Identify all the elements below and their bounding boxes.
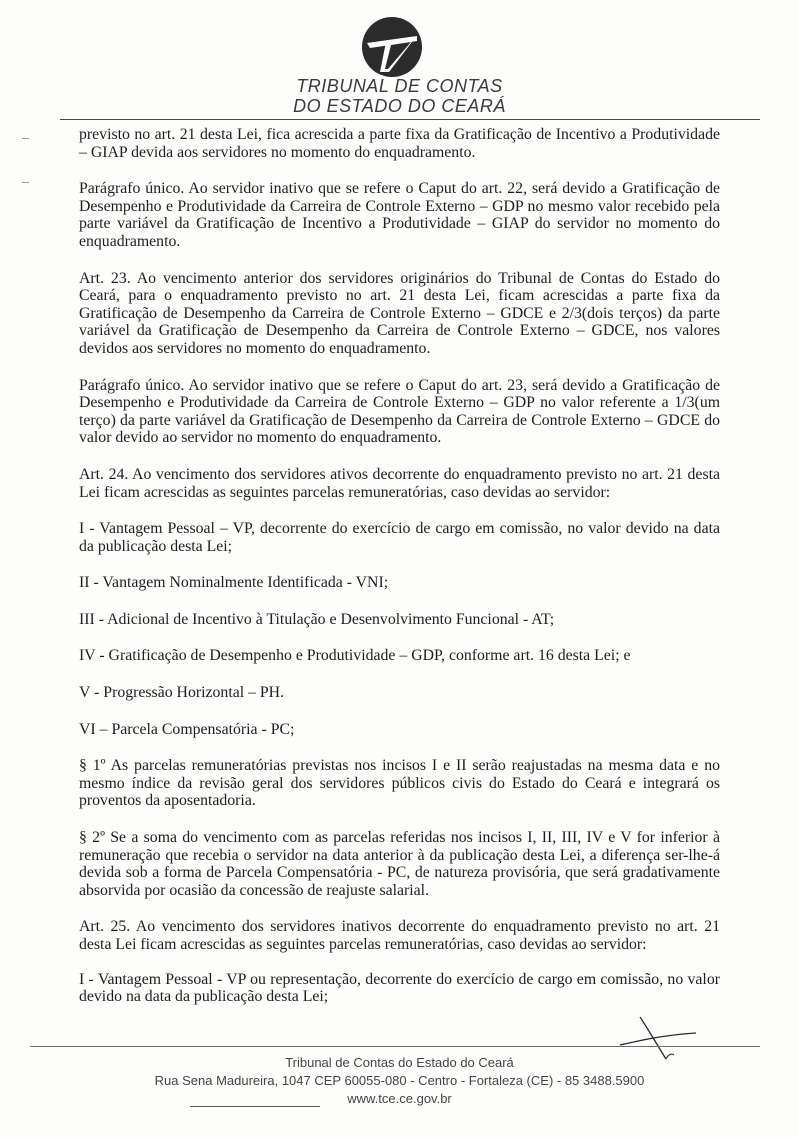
paragraph-art24: Art. 24. Ao vencimento dos servidores ativos decorrente do enquadramento previsto no art. 21 desta Lei ficam acrescidas as seguintes parcelas remuneratórias, caso devidas ao servidor: xyxy=(79,465,720,501)
paragraph-art25-item-i: I - Vantagem Pessoal - VP ou representação, decorrente do exercício de cargo em comissão, no valor devido na data da publicação desta Lei; xyxy=(79,970,720,1006)
paragraph-art24-par1: § 1º As parcelas remuneratórias previstas nos incisos I e II serão reajustadas na mesma data e no mesmo índice da revisão geral dos servidores públicos civis do Estado do Ceará e integrará os proventos da aposentadoria. xyxy=(79,757,720,810)
footer-divider xyxy=(30,1046,760,1047)
paragraph-art24-item-ii: II - Vantagem Nominalmente Identificada - VNI; xyxy=(79,574,389,592)
footer-underline xyxy=(190,1106,320,1107)
paragraph-art24-item-vi: VI – Parcela Compensatória - PC; xyxy=(79,720,295,738)
footer-institution-name: Tribunal de Contas do Estado do Ceará xyxy=(285,1055,514,1070)
paragraph-art22-continuation: previsto no art. 21 desta Lei, fica acrescida a parte fixa da Gratificação de Incentivo a Produtividade – GIAP devida aos servidores no momento do enquadramento. xyxy=(79,126,720,161)
paragraph-art24-par2: § 2º Se a soma do vencimento com as parcelas referidas nos incisos I, II, III, IV e V for inferior à remuneração que recebia o servidor na data anterior à da publicação desta Lei, a diferença ser-lhe-á devida sob a forma de Parcela Compensatória - PC, de natureza provisória, que será gradativamente absorvida por ocasião da concessão de reajuste salarial. xyxy=(79,829,720,899)
margin-mark xyxy=(22,182,29,183)
institution-name-line1: TRIBUNAL DE CONTAS xyxy=(296,76,503,96)
paragraph-art24-item-iv: IV - Gratificação de Desempenho e Produtividade – GDP, conforme art. 16 desta Lei; e xyxy=(79,647,631,665)
paragraph-art24-item-iii: III - Adicional de Incentivo à Titulação e Desenvolvimento Funcional - AT; xyxy=(79,610,555,628)
letterhead xyxy=(0,0,799,122)
tce-logo-icon xyxy=(361,16,423,78)
footer-website-link[interactable]: www.tce.ce.gov.br xyxy=(347,1091,452,1106)
footer xyxy=(0,1054,799,1108)
paragraph-art25: Art. 25. Ao vencimento dos servidores inativos decorrente do enquadramento previsto no art. 21 desta Lei ficam acrescidas as seguintes parcelas remuneratórias, caso devidas ao servidor: xyxy=(79,918,720,953)
paragraph-art24-item-v: V - Progressão Horizontal – PH. xyxy=(79,684,285,702)
paragraph-art23: Art. 23. Ao vencimento anterior dos servidores originários do Tribunal de Contas do Estado do Ceará, para o enquadramento previsto no art. 21 desta Lei, ficam acrescidas a parte fixa da Gratificação de Desempenho da Carreira de Controle Externo – GDCE e 2/3(dois terços) da parte variável da Gratificação de Desempenho da Carreira de Controle Externo – GDCE, nos valores devidos aos servidores no momento do enquadramento. xyxy=(79,269,720,357)
header-divider xyxy=(60,119,760,120)
paragraph-art23-sole: Parágrafo único. Ao servidor inativo que se refere o Caput do art. 23, será devido a Gratificação de Desempenho e Produtividade da Carreira de Controle Externo – GDP no valor referente a 1/3(um terço) da parte variável da Gratificação de Desempenho da Carreira de Controle Externo – GDCE do valor devido ao servidor no momento do enquadramento. xyxy=(79,376,720,447)
document-body xyxy=(79,126,720,1025)
paragraph-art24-item-i: I - Vantagem Pessoal – VP, decorrente do exercício de cargo em comissão, no valor devido na data da publicação desta Lei; xyxy=(79,520,720,555)
paragraph-art22-sole: Parágrafo único. Ao servidor inativo que se refere o Caput do art. 22, será devido a Gratificação de Desempenho e Produtividade da Carreira de Controle Externo – GDP no mesmo valor recebido pela parte variável da Gratificação de Incentivo a Produtividade – GIAP do servidor no momento do enquadramento. xyxy=(79,180,720,250)
institution-name-line2: DO ESTADO DO CEARÁ xyxy=(293,96,506,116)
margin-mark xyxy=(22,138,29,139)
footer-address: Rua Sena Madureira, 1047 CEP 60055-080 - Centro - Fortaleza (CE) - 85 3488.5900 xyxy=(154,1073,645,1088)
